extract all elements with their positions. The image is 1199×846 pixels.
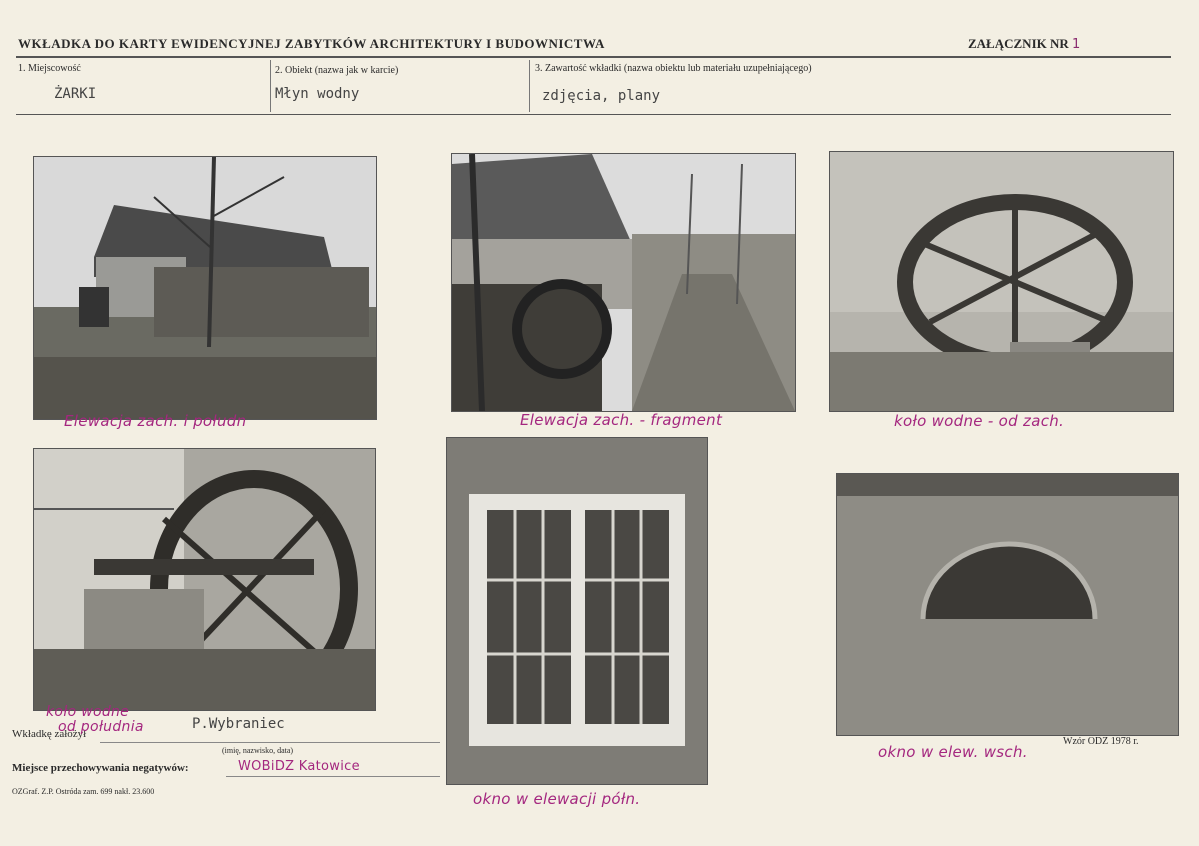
- form-title: WKŁADKA DO KARTY EWIDENCYJNEJ ZABYTKÓW ARCHITEKTURY I BUDOWNICTWA: [18, 36, 605, 51]
- header-rule: [16, 56, 1171, 58]
- annex-label: [968, 36, 1080, 52]
- caption-photo-4-line-2: od południa: [58, 719, 144, 735]
- caption-photo-2: Elewacja zach. - fragment: [520, 411, 723, 429]
- photo-west-south-elevation: [33, 156, 377, 420]
- field-2-label: 2. Obiekt (nazwa jak w karcie): [275, 65, 399, 76]
- caption-photo-4-line-1: koło wodne: [46, 704, 130, 720]
- field-1-value: ŻARKI: [54, 86, 97, 102]
- caption-photo-3: koło wodne - od zach.: [894, 412, 1065, 430]
- annex-number: 1: [1072, 37, 1081, 52]
- storage-label: Miejsce przechowywania negatywów:: [12, 762, 189, 774]
- field-divider-1: [270, 60, 271, 112]
- photo-waterwheel-south: [33, 448, 376, 711]
- photo-waterwheel-west: [829, 151, 1174, 412]
- template-info: Wzór ODZ 1978 r.: [1063, 736, 1139, 747]
- photo-window-north-elevation: [446, 437, 708, 785]
- prepared-line: [100, 742, 440, 743]
- field-3-label: 3. Zawartość wkładki (nazwa obiektu lub materiału uzupełniającego): [535, 63, 812, 74]
- storage-line: [226, 776, 440, 777]
- annex-label-text: ZAŁĄCZNIK NR: [968, 36, 1069, 51]
- print-info: OZGraf. Z.P. Ostróda zam. 699 nakł. 23.600: [12, 787, 155, 796]
- prepared-value: P.Wybraniec: [192, 716, 285, 732]
- field-2-value: Młyn wodny: [275, 86, 360, 102]
- photo-west-elevation-fragment: [451, 153, 796, 412]
- prepared-label: Wkładkę założył: [12, 728, 87, 740]
- prepared-hint: (imię, nazwisko, data): [222, 746, 294, 755]
- photo-window-east-elevation: [836, 473, 1179, 736]
- field-divider-2: [529, 60, 530, 112]
- caption-photo-1: Elewacja zach. i połudn: [64, 412, 247, 430]
- caption-photo-5: okno w elewacji półn.: [473, 790, 641, 808]
- field-1-label: 1. Miejscowość: [18, 63, 81, 74]
- caption-photo-6: okno w elew. wsch.: [878, 743, 1028, 761]
- field-3-value: zdjęcia, plany: [542, 88, 661, 104]
- storage-value: WOBiDZ Katowice: [238, 759, 360, 774]
- fields-rule: [16, 114, 1171, 115]
